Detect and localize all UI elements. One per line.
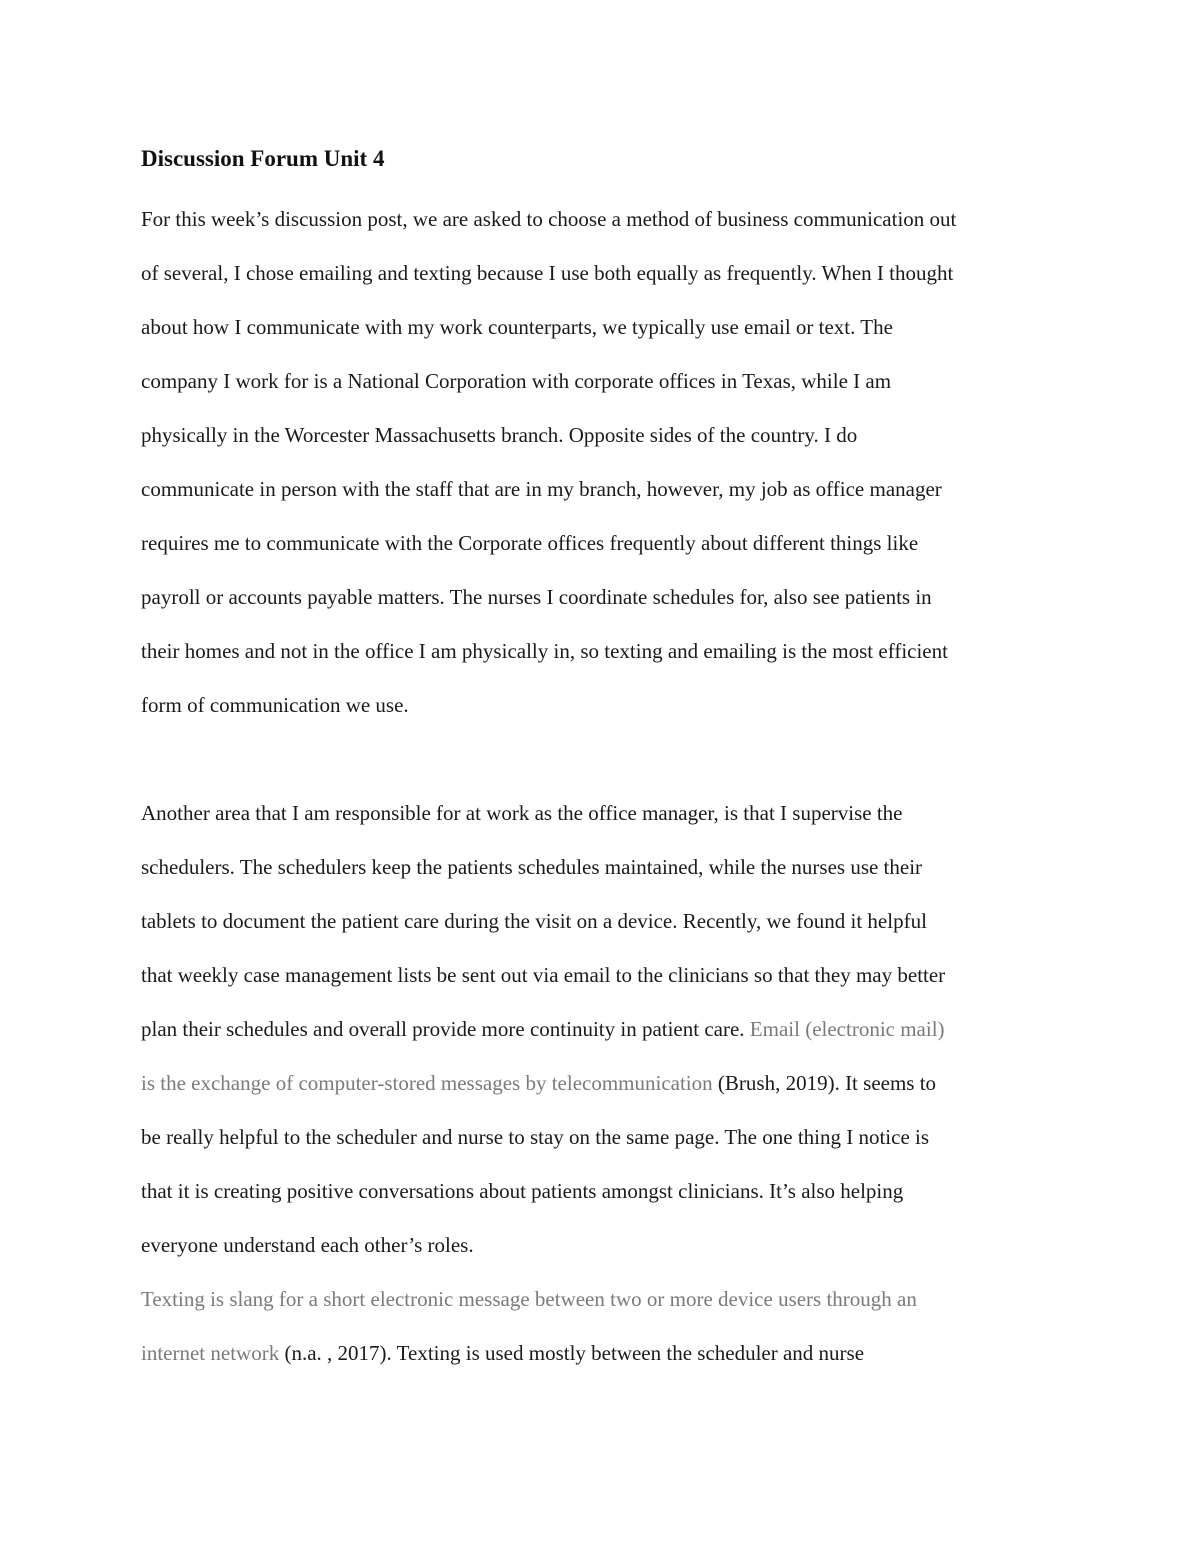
paragraph-line: communicate in person with the staff that are in my branch, however, my job as office manager: [141, 477, 942, 501]
paragraph-line: Another area that I am responsible for at work as the office manager, is that I supervise the: [141, 801, 903, 825]
paragraph-line: schedulers. The schedulers keep the patients schedules maintained, while the nurses use their: [141, 855, 923, 879]
paragraph-line: For this week’s discussion post, we are asked to choose a method of business communication out: [141, 207, 957, 231]
quoted-definition: Texting is slang for a short electronic message between two or more device users through an: [141, 1287, 917, 1311]
paragraph-line: of several, I chose emailing and texting because I use both equally as frequently. When I thought: [141, 261, 954, 285]
citation-text: (n.a. , 2017). Texting is used mostly between the scheduler and nurse: [279, 1341, 865, 1365]
paragraph-line: [141, 1056, 1071, 1110]
paragraph-line: that it is creating positive conversations about patients amongst clinicians. It’s also helping: [141, 1179, 904, 1203]
paragraph-line: [141, 1002, 1071, 1056]
quoted-definition: is the exchange of computer-stored messages by telecommunication: [141, 1071, 713, 1095]
paragraph-line: physically in the Worcester Massachusetts branch. Opposite sides of the country. I do: [141, 423, 858, 447]
paragraph-line: company I work for is a National Corporation with corporate offices in Texas, while I am: [141, 369, 892, 393]
paragraph-line: tablets to document the patient care during the visit on a device. Recently, we found it helpful: [141, 909, 927, 933]
paragraph-2: [141, 786, 1071, 1272]
paragraph-line: [141, 1326, 1071, 1380]
paragraph-line: their homes and not in the office I am physically in, so texting and emailing is the most efficient: [141, 639, 948, 663]
paragraph-line: everyone understand each other’s roles.: [141, 1233, 474, 1257]
quoted-definition: internet network: [141, 1341, 280, 1365]
quoted-definition: Email (electronic mail): [749, 1017, 945, 1041]
paragraph-line: requires me to communicate with the Corporate offices frequently about different things like: [141, 531, 919, 555]
paragraph-1: [141, 192, 1071, 732]
line-text: plan their schedules and overall provide more continuity in patient care.: [141, 1017, 750, 1041]
citation-text: (Brush, 2019). It seems to: [712, 1071, 937, 1095]
paragraph-line: payroll or accounts payable matters. The nurses I coordinate schedules for, also see patients in: [141, 585, 932, 609]
paragraph-3: [141, 1272, 1071, 1380]
paragraph-line: be really helpful to the scheduler and nurse to stay on the same page. The one thing I notice is: [141, 1125, 930, 1149]
paragraph-line: that weekly case management lists be sent out via email to the clinicians so that they may better: [141, 963, 946, 987]
paragraph-line: about how I communicate with my work counterparts, we typically use email or text. The: [141, 315, 893, 339]
document-page: [141, 140, 1071, 1380]
paragraph-line: form of communication we use.: [141, 693, 409, 717]
document-title: Discussion Forum Unit 4: [141, 146, 385, 171]
paragraph-spacer: [141, 732, 1071, 786]
